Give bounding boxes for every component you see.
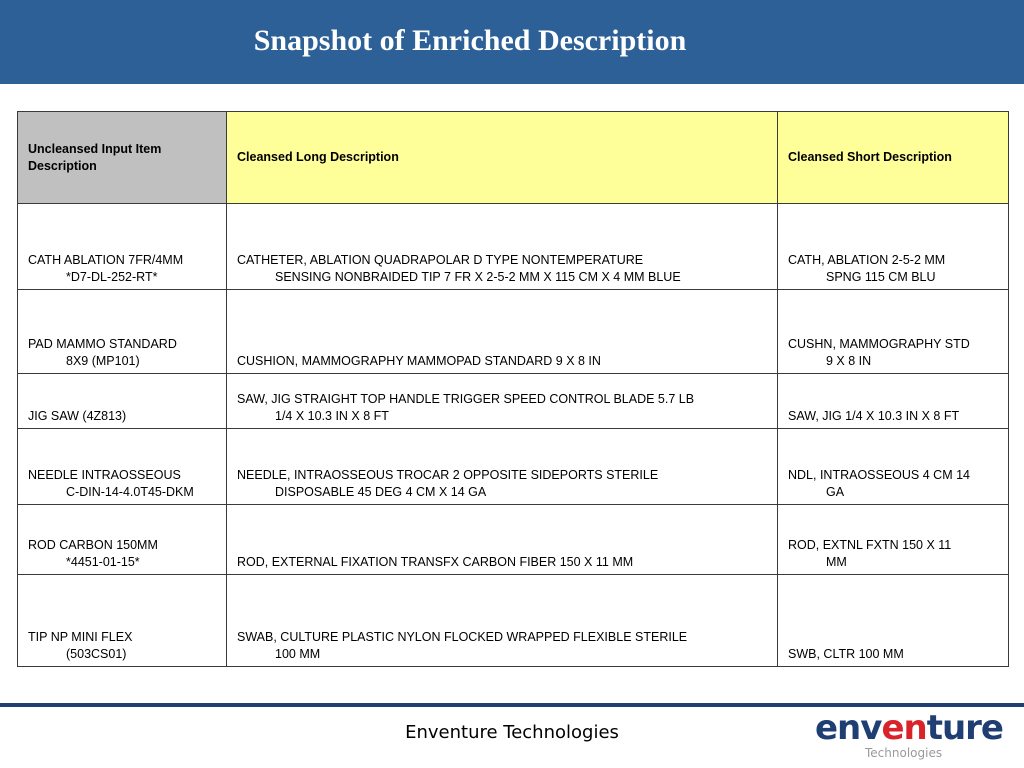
footer-company-name: Enventure Technologies xyxy=(405,722,619,743)
cell-line: ROD, EXTERNAL FIXATION TRANSFX CARBON FIBER 150 X 11 MM xyxy=(237,555,634,569)
header-uncleansed-input: Uncleansed Input Item Description xyxy=(18,112,227,204)
cell-line: (503CS01) xyxy=(66,647,127,661)
short-cell xyxy=(778,204,1009,290)
short-cell xyxy=(778,290,1009,374)
cell-line: GA xyxy=(826,485,845,499)
long-cell xyxy=(227,374,778,429)
short-cell xyxy=(778,374,1009,429)
short-cell xyxy=(778,575,1009,667)
cell-line: SENSING NONBRAIDED TIP 7 FR X 2-5-2 MM X 115 CM X 4 MM BLUE xyxy=(275,270,681,284)
cell-line: CUSHION, MAMMOGRAPHY MAMMOPAD STANDARD 9 X 8 IN xyxy=(237,354,601,368)
header-cleansed-short: Cleansed Short Description xyxy=(778,112,1009,204)
table-row xyxy=(18,505,1009,575)
cell-line: SWB, CLTR 100 MM xyxy=(788,647,904,661)
cell-line: SAW, JIG 1/4 X 10.3 IN X 8 FT xyxy=(788,409,960,423)
cell-line: JIG SAW (4Z813) xyxy=(28,409,127,423)
logo-subtitle: Technologies xyxy=(865,746,943,760)
cell-line: NDL, INTRAOSSEOUS 4 CM 14 xyxy=(788,468,970,482)
long-cell xyxy=(227,505,778,575)
cell-line: CATH, ABLATION 2-5-2 MM xyxy=(788,253,946,267)
page-title: Snapshot of Enriched Description xyxy=(253,24,687,57)
table-row xyxy=(18,290,1009,374)
cell-line: ROD CARBON 150MM xyxy=(28,538,158,552)
cell-line: 1/4 X 10.3 IN X 8 FT xyxy=(275,409,389,423)
cell-line: *D7-DL-252-RT* xyxy=(66,270,158,284)
input-cell xyxy=(18,290,227,374)
cell-line: NEEDLE, INTRAOSSEOUS TROCAR 2 OPPOSITE SIDEPORTS STERILE xyxy=(237,468,659,482)
short-cell xyxy=(778,429,1009,505)
logo-wordmark: enventure xyxy=(815,708,1003,748)
cell-line: SAW, JIG STRAIGHT TOP HANDLE TRIGGER SPEED CONTROL BLADE 5.7 LB xyxy=(237,392,695,406)
input-cell xyxy=(18,429,227,505)
long-cell xyxy=(227,429,778,505)
company-logo xyxy=(815,708,1015,764)
cell-line: NEEDLE INTRAOSSEOUS xyxy=(28,468,181,482)
table-row xyxy=(18,429,1009,505)
cell-line: CATH ABLATION 7FR/4MM xyxy=(28,253,184,267)
cell-line: PAD MAMMO STANDARD xyxy=(28,337,177,351)
header-cleansed-long: Cleansed Long Description xyxy=(227,112,778,204)
cell-line: SPNG 115 CM BLU xyxy=(826,270,936,284)
cell-line: CATHETER, ABLATION QUADRAPOLAR D TYPE NONTEMPERATURE xyxy=(237,253,644,267)
cell-line: 9 X 8 IN xyxy=(826,354,872,368)
footer-divider xyxy=(0,703,1024,707)
input-cell xyxy=(18,505,227,575)
input-cell xyxy=(18,204,227,290)
cell-line: 100 MM xyxy=(275,647,321,661)
description-table xyxy=(17,111,1009,667)
table-row xyxy=(18,374,1009,429)
cell-line: CUSHN, MAMMOGRAPHY STD xyxy=(788,337,970,351)
cell-line: DISPOSABLE 45 DEG 4 CM X 14 GA xyxy=(275,485,487,499)
cell-line: 8X9 (MP101) xyxy=(66,354,140,368)
long-cell xyxy=(227,204,778,290)
cell-line: TIP NP MINI FLEX xyxy=(28,630,133,644)
cell-line: MM xyxy=(826,555,847,569)
long-cell xyxy=(227,290,778,374)
input-cell xyxy=(18,374,227,429)
cell-line: SWAB, CULTURE PLASTIC NYLON FLOCKED WRAPPED FLEXIBLE STERILE xyxy=(237,630,688,644)
table-row xyxy=(18,204,1009,290)
cell-line: ROD, EXTNL FXTN 150 X 11 xyxy=(788,538,952,552)
table-row xyxy=(18,575,1009,667)
input-cell xyxy=(18,575,227,667)
long-cell xyxy=(227,575,778,667)
cell-line: C-DIN-14-4.0T45-DKM xyxy=(66,485,194,499)
table-header-row xyxy=(18,112,1009,204)
short-cell xyxy=(778,505,1009,575)
cell-line: *4451-01-15* xyxy=(66,555,140,569)
